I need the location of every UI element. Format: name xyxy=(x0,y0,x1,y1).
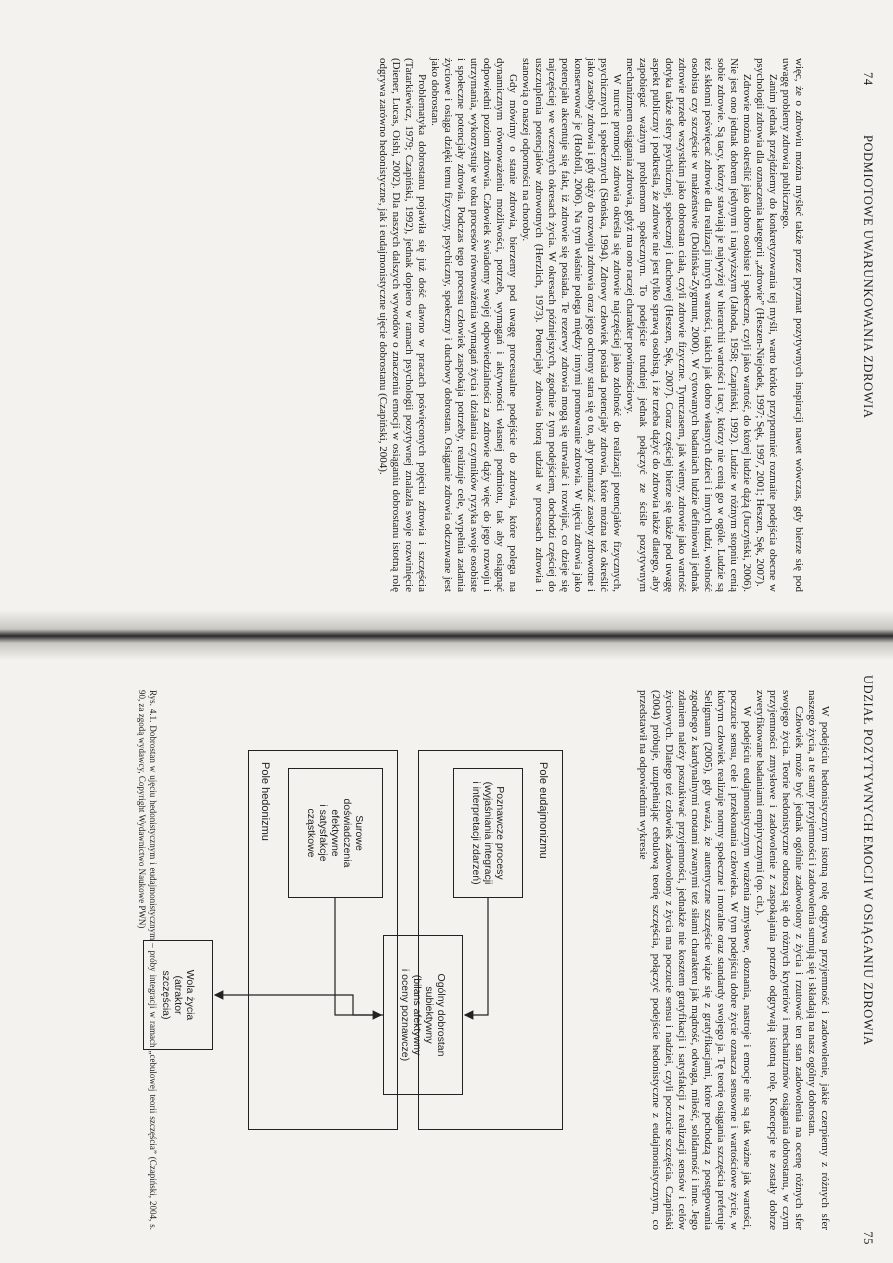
box-line: i oceny poznawcze) xyxy=(399,968,411,1062)
box-line: Ogólny dobrostan xyxy=(435,973,447,1057)
box-line: (bilans afektywny xyxy=(411,974,423,1056)
paragraph: Zanim jednak przejdziemy do konkretyzowania tej myśli, warto krótko przypomnieć rozmaite podejścia obecne w psychologii zdrowia dla oznaczenia kategorii „zdrowie” (Heszen-Niejodek, 1997; Sęk, 1997, 2001; Heszen, Sęk, 2007). xyxy=(754,58,779,592)
diagram-arrows xyxy=(123,690,583,1235)
box-line: (wyjaśniania integracji xyxy=(482,781,494,885)
figure-wellbeing-diagram xyxy=(123,690,583,1235)
box-line: i interpretacji zdarzeń) xyxy=(470,781,482,885)
paragraph: Zdrowie można określić jako dobro osobiste i społeczne, czyli jako wartość, do której ludzie dążą (Juczyński, 2006). Nie jest ono jednak dobrem jedynym i najwyższym (Jahoda, 1958; Czapiński, 1992). Ludzie w różnym stopniu cenią sobie zdrowie. Są tacy, którzy stawiają je najwyżej w hierarchii wartości i tacy, którzy nie cenią go w ogóle. Ludzie są też skłonni poświęcać zdrowie dla realizacji innych wartości, takich jak dobro własnych dzieci i innych ludzi, wolność osobista czy szczęście w małżeństwie (Dolińska-Zygmunt, 2000). W cytowanych badaniach ludzie definiowali jednak zdrowie przede wszystkim jako dobrostan ciała, czyli zdrowie fizyczne. Tymczasem, jak wiemy, zdrowie jako wartość dotyka także sfery psychicznej, społecznej i duchowej (Heszen, Sęk, 2007). Coraz częściej bierze się także pod uwagę aspekt publiczny i podkreśla, że zdrowie nie jest tylko sprawą osobistą, i że trzeba dążyć do zdrowia także dlatego, aby zapobiegać ważnym problemom społecznym. To podejście trudniej jednak połączyć ze ściśle pozytywnym mechanizmem osiągania zdrowia, gdyż ma ono raczej charakter powinnościowy. xyxy=(624,58,753,592)
paragraph: Problematyka dobrostanu pojawiła się już dość dawno w pracach poświęconych pojęciu zdrowia i szczęścia (Tatarkiewicz, 1979; Czapiński, 1992), jednak dopiero w ramach psychologii pozytywnej znalazła swoje rozwinięcie (Diener, Lucas, Oishi, 2002). Dla naszych dalszych wywodów o znaczeniu emocji w osiąganiu dobrostanu istotną rolę odgrywa zarówno hedonistyczne, jak i eudajmonistyczne ujęcie dobrostanu (Czapiński, 2004). xyxy=(377,58,428,592)
box-line: cząstkowe xyxy=(305,808,318,858)
page-number: 75 xyxy=(861,1231,875,1245)
hedonic-field-label: Pole hedonizmu xyxy=(259,762,271,841)
box-line: i satysfakcje xyxy=(317,804,330,862)
box-line: Surowe xyxy=(353,815,366,851)
paragraph: W podejściu hedonistycznym istotną rolę odgrywa przyjemność i zadowolenie, jakie czerpiemy z różnych sfer naszego życia, a te stany przyjemności i zadowolenia sumują się i składają na nasz ogólny dobrostan. xyxy=(806,690,831,1230)
page-number: 74 xyxy=(861,72,875,86)
arrow-cognitive-to-wellbeing xyxy=(465,898,488,1015)
left-page xyxy=(0,0,893,620)
box-line: Wola życia xyxy=(184,969,196,1021)
running-head: PODMIOTOWE UWARUNKOWANIA ZDROWIA xyxy=(861,135,875,419)
paragraph: Gdy mówimy o stanie zdrowia, bierzemy pod uwagę procesualne podejście do zdrowia, które polega na dynamicznym równoważeniu możliwości, potrzeb, wymagań i aktywności własnej podmiotu, tak aby osiągnąć odpowiedni poziom zdrowia. Człowiek świadomy swojej odpowiedzialności za zdrowie dąży więc do jego rozwoju i utrzymania, wykorzystuje w toku procesów równoważenia wymagań życia i działania czynników ryzyka swoje osobiste i społeczne potencjały zdrowia. Podczas tego procesu człowiek zaspokaja potrzeby, realizuje cele, wypełnia zadania życiowe i osiąga dzięki temu fizyczny, psychiczny, społeczny i duchowy dobrostan. Osiąganie zdrowia odczuwane jest jako dobrostan. xyxy=(429,58,519,592)
text-column xyxy=(636,690,831,1230)
box-line: Poznawcze procesy xyxy=(494,786,506,880)
paragraph: Człowiek może być jednak ogólnie zadowolony z życia i rzutować ten stan zadowolenia na ocenę różnych sfer swojego życia. Teorie hedonistyczne odnoszą się do różnych kryteriów i mechanizmów osiągania dobrostanu, w czym przyjemności zmysłowe i zadowolenie z zaspokajania potrzeb odgrywają istotną rolę. Koncepcje te zostały dobrze zweryfikowane badaniami empirycznymi (op. cit.). xyxy=(754,690,805,1230)
paragraph: więc, że o zdrowiu można myśleć także przez pryzmat pozytywnych inspiracji nawet wówczas, gdy bierze się pod uwagę problemy zdrowia publicznego. xyxy=(780,58,805,592)
running-head: UDZIAŁ POZYTYWNYCH EMOCJI W OSIĄGANIU ZDROWIA xyxy=(861,675,875,1046)
eudaimonic-field-label: Pole eudajmonizmu xyxy=(537,762,549,859)
paragraph: W nurcie promocji zdrowia określa się zdrowie najczęściej jako zdolność do realizacji potencjałów fizycznych, psychicznych i społecznych (Słońska, 1994). Zdrowy człowiek posiada potencjały zdrowia, które można też określić jako zasoby zdrowia i gdy dąży do rozwoju zdrowia oraz jego ochrony stara się o to, aby pomnażać zasoby zdrowotne i konserwować je (Hobfoll, 2006). Na tym właśnie polega między innymi promowanie zdrowia. W ujęciu zdrowia jako potencjału akcentuje się fakt, iż zdrowie się posiada. Te rezerwy zdrowia mogą się utrwalać i rozwijać, co dzieje się najczęściej we wczesnych okresach życia. W okresach późniejszych, zgodnie z tym podejściem, dochodzi częściej do uszczuplenia potencjałów zdrowotnych (Herzlich, 1973). Potencjały zdrowia biorą udział w procesach zdrowia i stanowią o naszej odporności na choroby. xyxy=(520,58,623,592)
box-line: efektywne xyxy=(329,809,342,857)
arrow-wellbeing-to-will xyxy=(215,995,383,1015)
box-line: szczęścia) xyxy=(160,970,172,1020)
right-page xyxy=(0,650,893,1263)
text-column xyxy=(376,58,805,592)
box-line: (atraktor xyxy=(172,975,184,1015)
box-line: subiektywny xyxy=(423,986,435,1044)
arrow-raw-to-wellbeing xyxy=(335,898,381,1015)
box-line: doświadczenia xyxy=(341,798,354,868)
paragraph: W podejściu eudajmonistycznym wrażenia zmysłowe, doznania, nastroje i emocje nie są tak ważne jak wartości, poczucie sensu, cele i przekonania człowieka. W tym podejściu dobre życie oznacza sensowne i wartościowe życie, w którym człowiek realizuje normy społeczne i moralne oraz standardy swojego ja. Tę teorię osiągania szczęścia preferuje Seligmann (2005), gdy uważa, że autentyczne szczęście wiąże się z gratyfikacjami, które pochodzą z postępowania zgodnego z kardynalnymi cnotami zwanymi też siłami charakteru jak mądrość, odwaga, miłość, solidarność i inne. Jego zdaniem należy poszukiwać przyjemności, jednakże nie kosztem gratyfikacji i satysfakcji z realizacji sensów i celów życiowych. Dlatego też człowiek zadowolony z życia ma poczucie sensu i nadziei, czyli poczucie szczęścia. Czapiński (2004) próbuje, uzupełniając cebulową teorię szczęścia, połączyć podejście hedonistyczne z eudajmonistycznym, co przedstawił na odpowiednim wykresie xyxy=(637,690,753,1230)
figure-caption: Rys. 4.1. Dobrostan w ujęciu hedonistycznym i eudajmonistycznym – próby integracji w ramach „cebulowej teorii szczęścia” (Czapiński, 2004, s. 90, za zgodą wydawcy, Copyright Wydawnictwo Naukowe PWN) xyxy=(137,690,158,1230)
